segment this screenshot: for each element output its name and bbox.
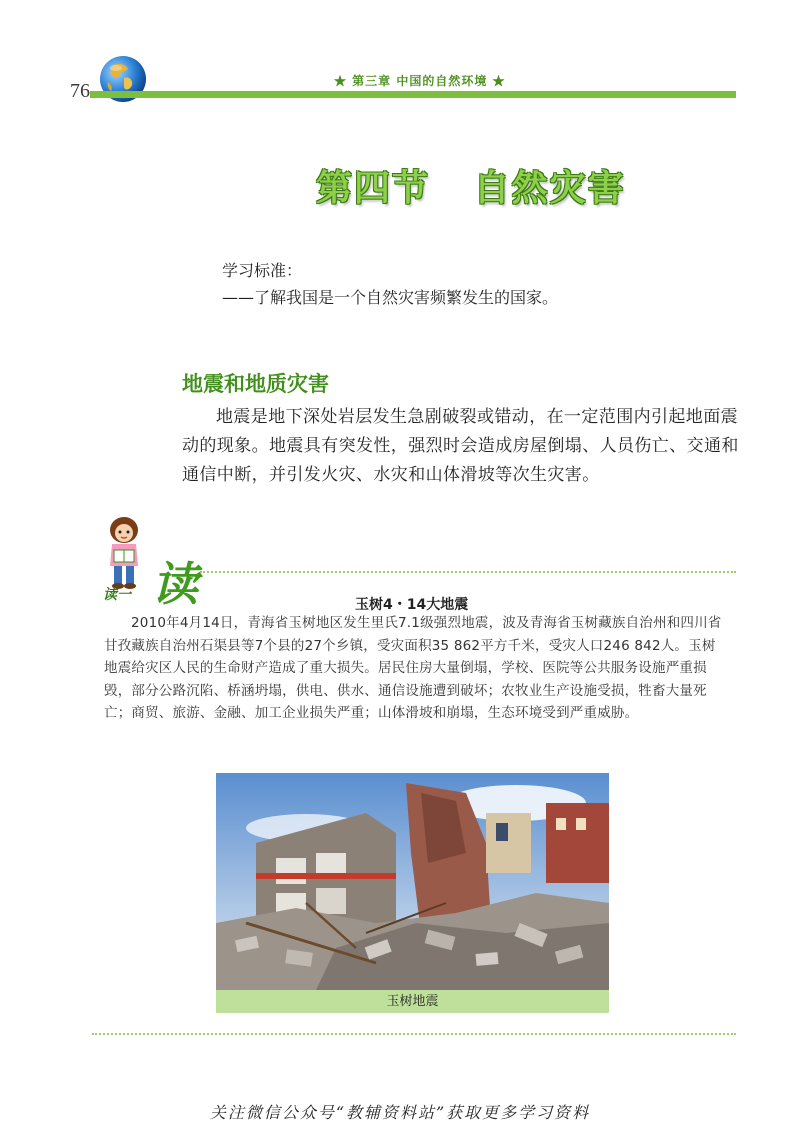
standard-label: 学习标准：	[222, 261, 303, 280]
footer-note: 关注微信公众号“教辅资料站”获取更多学习资料	[209, 1103, 591, 1122]
running-header: ★ 第三章 中国的自然环境 ★	[334, 74, 506, 88]
reading-girl-icon	[100, 514, 148, 592]
subsection-heading: 地震和地质灾害	[182, 372, 329, 396]
box-bottom-divider	[92, 1033, 736, 1035]
section-title: 第四节 自然灾害	[316, 168, 626, 209]
intro-paragraph: 地震是地下深处岩层发生急剧破裂或错动，在一定范围内引起地面震动的现象。地震具有突发性，强烈时会造成房屋倒塌、人员伤亡、交通和通信中断，并引发火灾、水灾和山体滑坡等次生灾害。	[182, 407, 739, 485]
photo-figure	[216, 773, 609, 1013]
box-title: 玉树4・14大地震	[355, 597, 469, 613]
earthquake-ruins-photo	[216, 773, 609, 990]
header-rule	[90, 91, 736, 98]
page-number: 76	[70, 80, 90, 102]
box-top-divider	[200, 571, 736, 573]
standard-text: ——了解我国是一个自然灾害频繁发生的国家。	[222, 288, 559, 307]
photo-caption: 玉树地震	[386, 994, 439, 1009]
read-label-prefix: 读一	[103, 587, 131, 603]
box-paragraph: 2010年4月14日，青海省玉树地区发生里氏7.1级强烈地震，波及青海省玉树藏族自治州和四川省甘孜藏族自治州石渠县等7个县的27个乡镇，受灾面积35 862平方千米，受灾人口246 842人。玉树地震给灾区人民的生命财产造成了重大损失。居民住房大量倒塌，学校、医院等公共服务设施严重损毁，部分公路沉陷、桥涵坍塌，供电、供水、通信设施遭到破坏；农牧业生产设施受损，牲畜大量死亡；商贸、旅游、金融、加工企业损失严重；山体滑坡和崩塌，生态环境受到严重威胁。	[104, 615, 722, 721]
read-label-char: 读	[152, 557, 198, 611]
